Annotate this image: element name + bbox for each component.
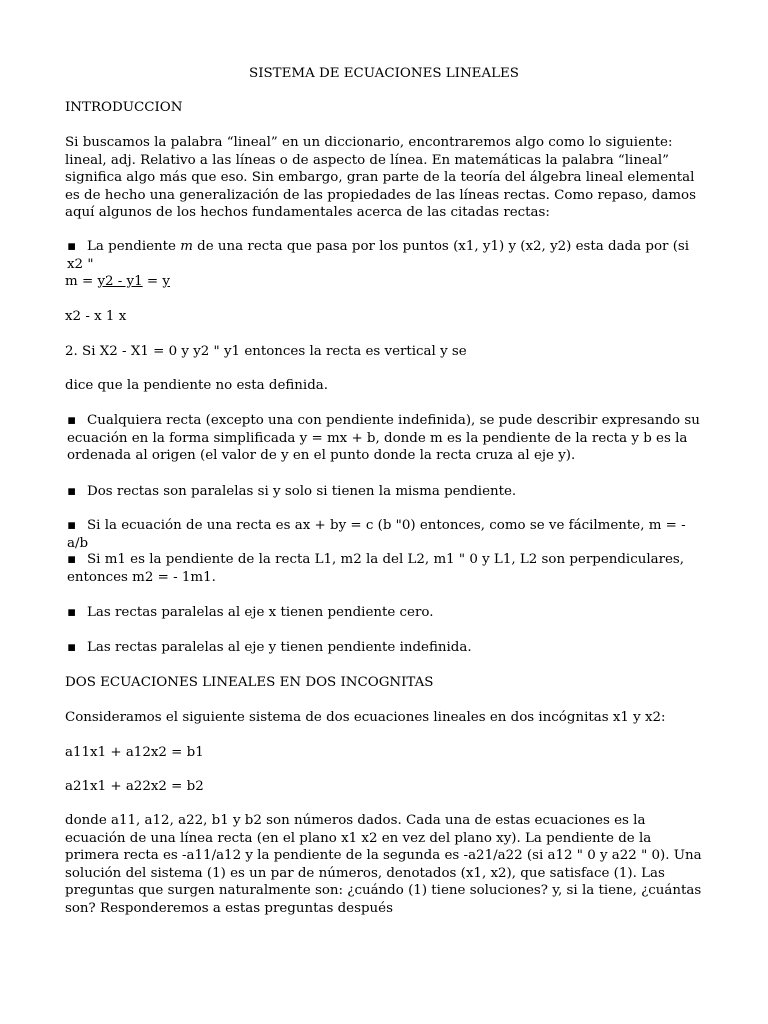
formula-equals: = xyxy=(142,274,163,289)
bullet-item-y-axis xyxy=(67,639,705,657)
formula-prefix: m = xyxy=(65,274,98,289)
intro-paragraph: Si buscamos la palabra “lineal” en un diccionario, encontraremos algo como lo siguiente: lineal, adj. Relativo a las líneas o de aspecto de línea. En matemáticas la palabra “lineal” significa algo más que eso. Sin embargo, gran parte de la teoría del álgebra lineal elemental es de hecho una generalización de las propiedades de las líneas rectas. Como repaso, damos aquí algunos de los hechos fundamentales acerca de las citadas rectas: xyxy=(65,135,696,221)
slope-formula-bottom: x2 - x 1 x xyxy=(65,309,127,324)
bullet-item-x-axis xyxy=(67,604,705,622)
bullet-text: Cualquiera recta (excepto una con pendiente indefinida), se pude describir expresando su ecuación en la forma simplificada y = mx + b, donde m es la pendiente de la recta y b es la ordenada al origen (el valor de y en el punto donde la recta cruza al eje y). xyxy=(67,413,700,464)
bullet-item-equation-form xyxy=(67,412,705,465)
bullet-icon: ▪ xyxy=(67,239,77,254)
bullet-icon: ▪ xyxy=(67,552,77,567)
bullet-item-slope-general xyxy=(67,517,705,552)
bullet-item-parallel xyxy=(67,483,705,501)
bullet-item-slope xyxy=(67,238,705,273)
bullet-text: Si m1 es la pendiente de la recta L1, m2 la del L2, m1 " 0 y L1, L2 son perpendiculares, entonces m2 = - 1m1. xyxy=(67,552,685,585)
bullet-icon: ▪ xyxy=(67,640,77,655)
bullet-icon: ▪ xyxy=(67,484,77,499)
equation-1: a11x1 + a12x2 = b1 xyxy=(65,745,204,760)
section2-intro: Consideramos el siguiente sistema de dos ecuaciones lineales en dos incógnitas x1 y x2: xyxy=(65,710,666,725)
slope-text-after: de una recta que pasa por los puntos (x1, y1) y (x2, y2) esta dada por (si x2 " xyxy=(67,239,690,272)
slope-text-before: La pendiente xyxy=(87,239,181,254)
item2-line1: 2. Si X2 - X1 = 0 y y2 " y1 entonces la recta es vertical y se xyxy=(65,344,467,359)
bullet-icon: ▪ xyxy=(67,605,77,620)
bullet-text: Las rectas paralelas al eje y tienen pendiente indefinida. xyxy=(87,640,472,655)
formula-rhs-numerator: y xyxy=(162,274,170,289)
equation-2: a21x1 + a22x2 = b2 xyxy=(65,779,204,794)
section2-paragraph: donde a11, a12, a22, b1 y b2 son números dados. Cada una de estas ecuaciones es la ecuación de una línea recta (en el plano x1 x2 en vez del plano xy). La pendiente de la primera recta es -a11/a12 y la pendiente de la segunda es -a21/a22 (si a12 " 0 y a22 " 0). Una solución del sistema (1) es un par de números, denotados (x1, x2), que satisface (1). Las preguntas que surgen naturalmente son: ¿cuándo (1) tiene soluciones? y, si la tiene, ¿cuántas son? Responderemos a estas preguntas después xyxy=(65,813,702,916)
bullet-icon: ▪ xyxy=(67,518,77,533)
slope-symbol: m xyxy=(180,239,193,254)
slope-formula-top xyxy=(65,273,705,291)
bullet-text: Las rectas paralelas al eje x tienen pendiente cero. xyxy=(87,605,434,620)
bullet-text: Dos rectas son paralelas si y solo si tienen la misma pendiente. xyxy=(87,484,517,499)
bullet-text: Si la ecuación de una recta es ax + by = c (b "0) entonces, como se ve fácilmente, m = - a/b xyxy=(67,518,686,551)
document-title: SISTEMA DE ECUACIONES LINEALES xyxy=(249,66,519,81)
item2-line2: dice que la pendiente no esta definida. xyxy=(65,378,329,393)
bullet-item-perpendicular xyxy=(67,551,705,586)
intro-heading: INTRODUCCION xyxy=(65,100,183,115)
section2-heading: DOS ECUACIONES LINEALES EN DOS INCOGNITAS xyxy=(65,675,434,690)
formula-numerator: y2 - y1 xyxy=(97,274,143,289)
bullet-icon: ▪ xyxy=(67,413,77,428)
